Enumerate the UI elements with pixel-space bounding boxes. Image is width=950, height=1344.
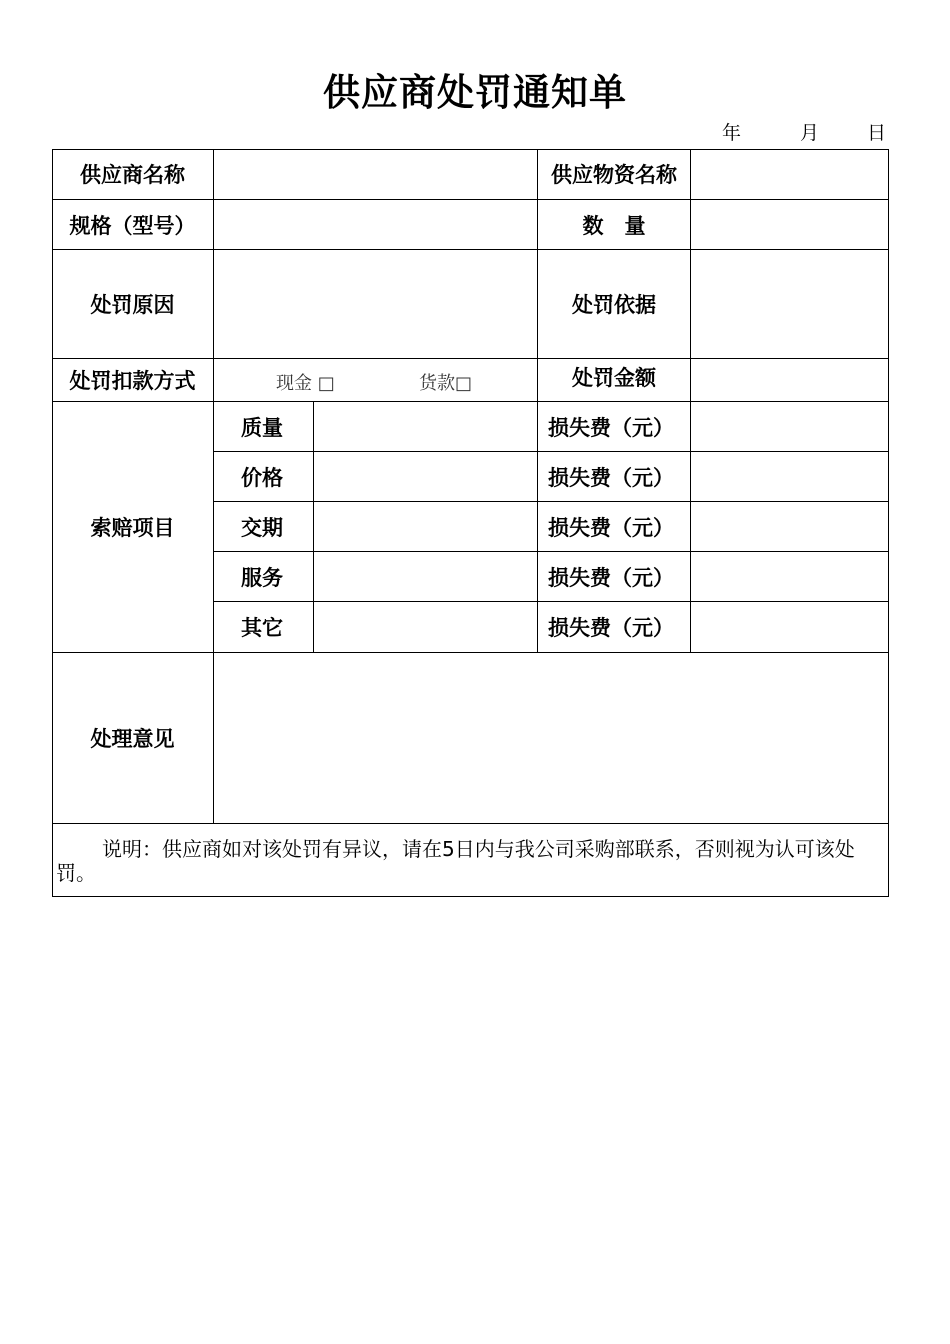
claim-other-field[interactable] [314,602,538,653]
basis-label: 处罚依据 [538,250,691,359]
note-text: 说明：供应商如对该处罚有异议，请在5日内与我公司采购部联系，否则视为认可该处罚。 [52,824,889,897]
cash-checkbox[interactable]: 现金 □ [276,373,335,394]
claim-fee-field[interactable] [691,402,889,452]
claim-fee-label: 损失费（元） [538,502,691,552]
claims-label: 索赔项目 [52,402,214,653]
penalty-form-table [52,149,889,897]
penalty-amount-label: 处罚金额 [538,359,691,402]
material-name-label: 供应物资名称 [538,149,691,200]
penalty-amount-field[interactable] [691,359,889,402]
supplier-name-field[interactable] [214,149,538,200]
claim-fee-label: 损失费（元） [538,552,691,602]
reason-field[interactable] [214,250,538,359]
quantity-field[interactable] [691,200,889,250]
claim-item-delivery: 交期 [214,502,314,552]
claim-item-price: 价格 [214,452,314,502]
claim-fee-field[interactable] [691,552,889,602]
supplier-name-label: 供应商名称 [52,149,214,200]
claim-fee-label: 损失费（元） [538,402,691,452]
basis-field[interactable] [691,250,889,359]
claim-service-field[interactable] [314,552,538,602]
claim-fee-field[interactable] [691,452,889,502]
claim-item-other: 其它 [214,602,314,653]
date-day-label: 日 [867,122,887,144]
claim-fee-field[interactable] [691,502,889,552]
claim-item-service: 服务 [214,552,314,602]
date-month-label: 月 [800,122,820,144]
material-name-field[interactable] [691,149,889,200]
claim-quality-field[interactable] [314,402,538,452]
date-year-label: 年 [722,122,742,144]
deduction-method-label: 处罚扣款方式 [52,359,214,402]
page-title: 供应商处罚通知单 [323,71,627,114]
opinion-label: 处理意见 [52,653,214,824]
spec-label: 规格（型号） [52,200,214,250]
opinion-field[interactable] [214,653,889,824]
payment-checkbox[interactable]: 货款□ [419,373,473,394]
claim-fee-field[interactable] [691,602,889,653]
quantity-label: 数 量 [538,200,691,250]
claim-price-field[interactable] [314,452,538,502]
claim-delivery-field[interactable] [314,502,538,552]
claim-fee-label: 损失费（元） [538,602,691,653]
reason-label: 处罚原因 [52,250,214,359]
deduction-method-options [214,359,538,402]
claim-fee-label: 损失费（元） [538,452,691,502]
claim-item-quality: 质量 [214,402,314,452]
spec-field[interactable] [214,200,538,250]
